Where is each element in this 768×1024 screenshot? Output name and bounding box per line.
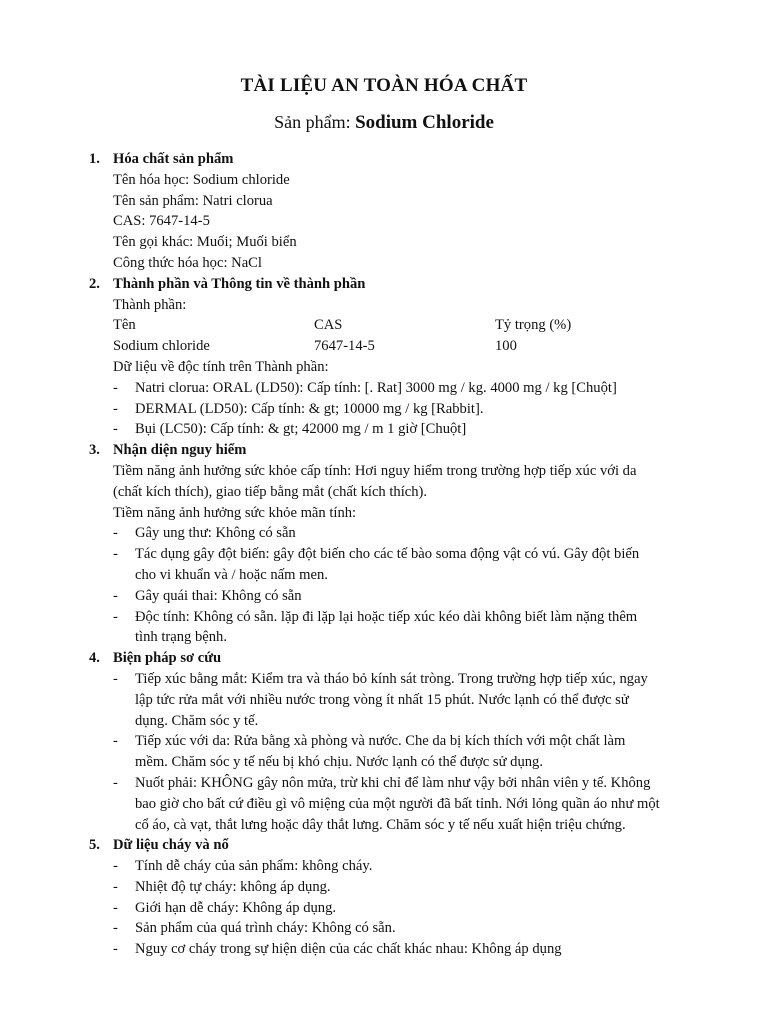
product-name: Sodium Chloride: [355, 112, 494, 133]
document-title: TÀI LIỆU AN TOÀN HÓA CHẤT: [240, 75, 528, 96]
list-item: - DERMAL (LD50): Cấp tính: & gt; 10000 mg / kg [Rabbit].: [89, 399, 689, 420]
list-item: - Bụi (LC50): Cấp tính: & gt; 42000 mg / m 1 giờ [Chuột]: [89, 419, 689, 440]
list-item-continuation: mềm. Chăm sóc y tế nếu bị khó chịu. Nước lạnh có thể được sử dụng.: [135, 754, 543, 771]
section-heading-3: [89, 440, 689, 461]
product-subtitle: [0, 112, 768, 134]
bullet-dash: -: [113, 400, 118, 417]
list-item: - Sản phẩm của quá trình cháy: Không có sẵn.: [89, 918, 689, 939]
section-title: Nhận diện nguy hiểm: [113, 442, 247, 459]
acute-effects-line: Tiềm năng ảnh hưởng sức khỏe cấp tính: Hơi nguy hiểm trong trường hợp tiếp xúc với da: [113, 462, 637, 479]
list-item: - Tiếp xúc với da: Rửa bằng xà phòng và nước. Che da bị kích thích với một chất làm: [89, 731, 689, 752]
section-title: Thành phần và Thông tin về thành phần: [113, 275, 366, 292]
list-item-continuation: cổ áo, cà vạt, thắt lưng hoặc dây thắt lưng. Chăm sóc y tế nếu xuất hiện triệu chứng.: [135, 816, 626, 833]
list-item-continuation: tình trạng bệnh.: [135, 629, 228, 646]
list-item: - Tính dễ cháy của sản phẩm: không cháy.: [89, 856, 689, 877]
section-heading-5: [89, 835, 689, 856]
section-title: Dữ liệu cháy và nổ: [113, 837, 229, 854]
product-name-line: Tên sản phẩm: Natri clorua: [113, 192, 273, 209]
list-item: - Độc tính: Không có sẵn. lặp đi lặp lại hoặc tiếp xúc kéo dài không biết làm nặng thêm: [89, 607, 689, 628]
list-item-continuation: dụng. Chăm sóc y tế.: [135, 712, 259, 729]
bullet-dash: -: [113, 546, 118, 563]
bullet-dash: -: [113, 899, 118, 916]
list-item-continuation: bao giờ cho bất cứ điều gì vô miệng của một người đã bất tỉnh. Nới lỏng quần áo như một: [135, 795, 660, 812]
section-number: 3.: [89, 442, 100, 459]
list-item: - Nuốt phải: KHÔNG gây nôn mửa, trừ khi chỉ để làm như vậy bởi nhân viên y tế. Không: [89, 773, 689, 794]
toxicity-intro: Dữ liệu về độc tính trên Thành phần:: [113, 358, 329, 375]
section-heading-4: [89, 648, 689, 669]
other-names-line: Tên gọi khác: Muối; Muối biển: [113, 234, 297, 251]
bullet-dash: -: [113, 608, 118, 625]
composition-table-row: [89, 336, 689, 357]
section-heading-1: [89, 149, 689, 170]
composition-intro: Thành phần:: [113, 296, 187, 313]
composition-table-header: [89, 315, 689, 336]
column-header-cas: CAS: [314, 317, 343, 334]
bullet-dash: -: [113, 379, 118, 396]
list-item: - Natri clorua: ORAL (LD50): Cấp tính: [. Rat] 3000 mg / kg. 4000 mg / kg [Chuột]: [89, 378, 689, 399]
section-title: Hóa chất sản phẩm: [113, 151, 234, 167]
chemical-name-line: Tên hóa học: Sodium chloride: [113, 171, 290, 188]
section-number: 5.: [89, 837, 100, 854]
section-heading-2: [89, 274, 689, 295]
list-item: - Tiếp xúc bằng mắt: Kiểm tra và tháo bỏ kính sát tròng. Trong trường hợp tiếp xúc, ngay: [89, 669, 689, 690]
list-item-continuation: cho vi khuẩn và / hoặc nấm men.: [135, 566, 328, 583]
bullet-dash: -: [113, 525, 118, 542]
column-header-proportion: Tỷ trọng (%): [495, 317, 572, 334]
list-item: - Tác dụng gây đột biến: gây đột biến cho các tế bào soma động vật có vú. Gây đột biến: [89, 544, 689, 565]
bullet-dash: -: [113, 421, 118, 438]
bullet-dash: -: [113, 774, 118, 791]
column-header-name: Tên: [113, 317, 136, 334]
cell-proportion: 100: [495, 338, 517, 355]
cell-name: Sodium chloride: [113, 338, 210, 355]
section-number: 4.: [89, 650, 100, 667]
bullet-dash: -: [113, 858, 118, 875]
acute-effects-line: (chất kích thích), giao tiếp bằng mắt (chất kích thích).: [113, 483, 428, 500]
bullet-dash: -: [113, 587, 118, 604]
document-body: [89, 149, 689, 960]
list-item-continuation: lập tức rửa mắt với nhiều nước trong vòng ít nhất 15 phút. Nước lạnh có thể được sử: [135, 691, 629, 708]
product-label: Sản phẩm:: [274, 112, 351, 132]
list-item: - Nhiệt độ tự cháy: không áp dụng.: [89, 877, 689, 898]
formula-line: Công thức hóa học: NaCl: [113, 254, 262, 271]
list-item: - Giới hạn dễ cháy: Không áp dụng.: [89, 898, 689, 919]
list-item: - Gây quái thai: Không có sẵn: [89, 586, 689, 607]
bullet-dash: -: [113, 733, 118, 750]
section-number: 2.: [89, 275, 100, 292]
cas-line: CAS: 7647-14-5: [113, 213, 210, 230]
list-item: - Nguy cơ cháy trong sự hiện diện của các chất khác nhau: Không áp dụng: [89, 939, 689, 960]
bullet-dash: -: [113, 920, 118, 937]
list-item: - Gây ung thư: Không có sẵn: [89, 523, 689, 544]
bullet-dash: -: [113, 941, 118, 958]
chronic-effects-intro: Tiềm năng ảnh hưởng sức khỏe mãn tính:: [113, 504, 357, 521]
bullet-dash: -: [113, 670, 118, 687]
cell-cas: 7647-14-5: [314, 338, 375, 355]
bullet-dash: -: [113, 878, 118, 895]
section-number: 1.: [89, 151, 100, 167]
section-title: Biện pháp sơ cứu: [113, 650, 222, 667]
